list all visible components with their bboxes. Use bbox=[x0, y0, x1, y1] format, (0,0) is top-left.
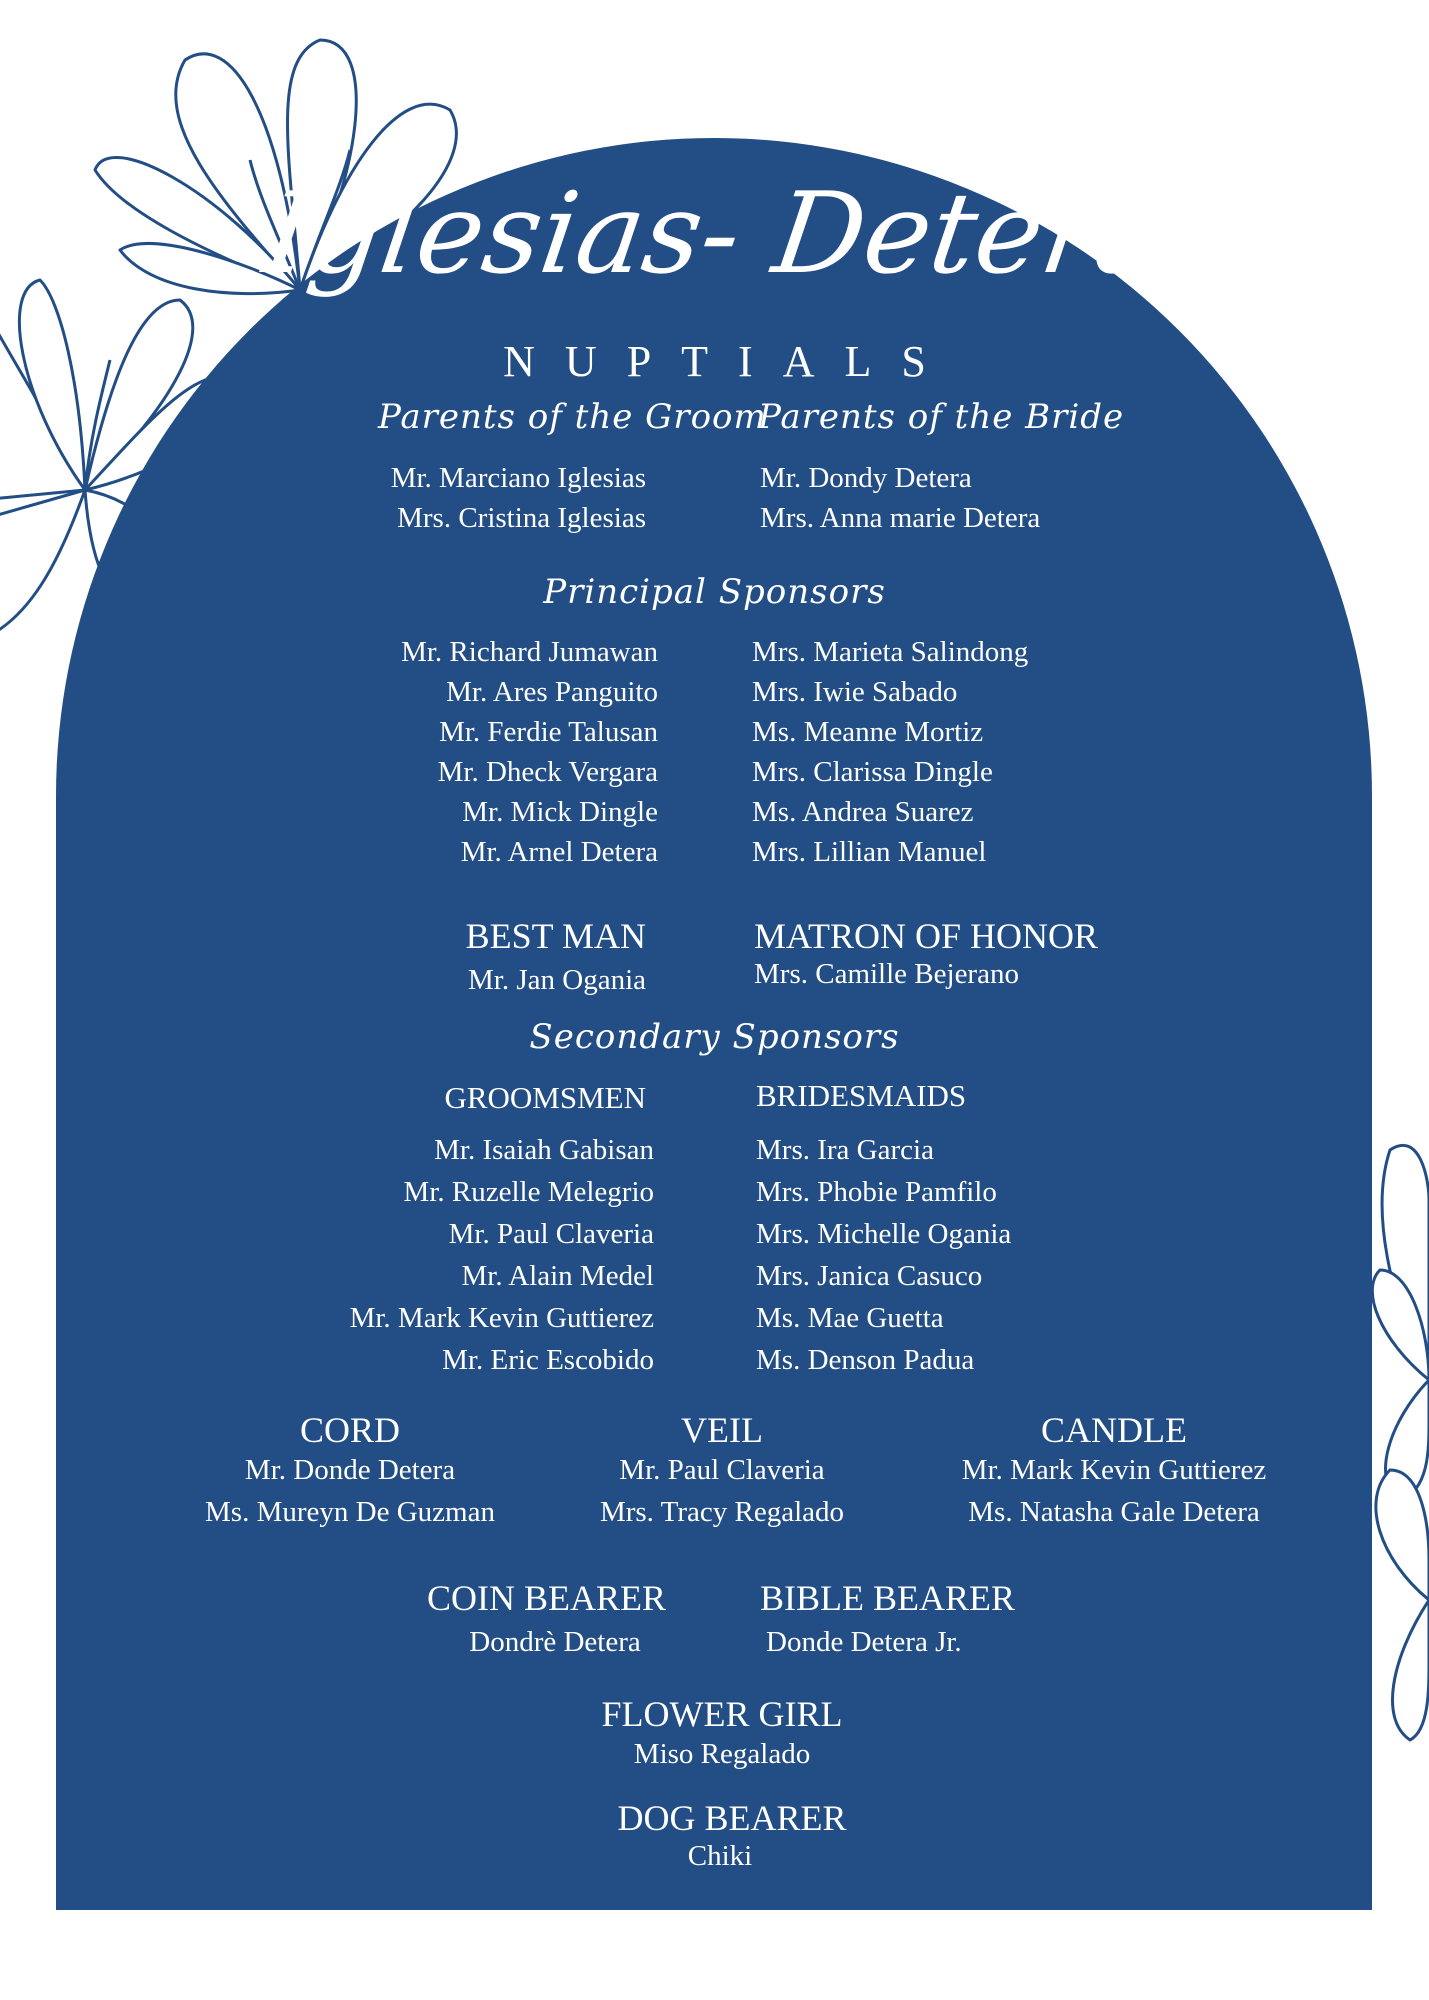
candle-label: CANDLE bbox=[1041, 1410, 1187, 1450]
bridesmaid-name: Mrs. Janica Casuco bbox=[756, 1260, 983, 1292]
page-subtitle: NUPTIALS bbox=[503, 337, 956, 386]
veil-name: Mrs. Tracy Regalado bbox=[599, 1496, 845, 1528]
groomsman-name: Mr. Eric Escobido bbox=[442, 1344, 654, 1376]
candle-name: Mr. Mark Kevin Guttierez bbox=[961, 1454, 1267, 1486]
groomsmen-list bbox=[300, 1134, 654, 1386]
principal-sponsors-left bbox=[330, 636, 658, 876]
bridesmaid-name: Mrs. Ira Garcia bbox=[756, 1134, 934, 1166]
veil-name: Mr. Paul Claveria bbox=[619, 1454, 825, 1486]
cord-label: CORD bbox=[299, 1410, 401, 1450]
principal-sponsors-heading: Principal Sponsors bbox=[543, 572, 886, 612]
bible-bearer-name: Donde Detera Jr. bbox=[766, 1626, 962, 1658]
dog-bearer-label: DOG BEARER bbox=[617, 1798, 847, 1838]
parents-bride-list bbox=[760, 462, 1040, 542]
parent-name: Mrs. Anna marie Detera bbox=[760, 502, 1041, 534]
parents-groom-list bbox=[340, 462, 646, 542]
sponsor-name: Mr. Richard Jumawan bbox=[401, 636, 658, 668]
matron-label: MATRON OF HONOR bbox=[754, 916, 1099, 956]
parent-name: Mr. Dondy Detera bbox=[760, 462, 972, 494]
best-man-label: BEST MAN bbox=[465, 916, 646, 956]
sponsor-name: Mrs. Clarissa Dingle bbox=[752, 756, 993, 788]
sponsor-name: Mr. Arnel Detera bbox=[460, 836, 658, 868]
coin-bearer-label: COIN BEARER bbox=[426, 1578, 666, 1618]
groomsman-name: Mr. Paul Claveria bbox=[448, 1218, 654, 1250]
bridesmaid-name: Mrs. Michelle Ogania bbox=[756, 1218, 1012, 1250]
dog-bearer-name: Chiki bbox=[687, 1840, 753, 1872]
bridesmaid-name: Mrs. Phobie Pamfilo bbox=[756, 1176, 997, 1208]
sponsor-name: Ms. Andrea Suarez bbox=[752, 796, 974, 828]
coin-bearer-name: Dondrè Detera bbox=[469, 1626, 641, 1658]
bridesmaids-label: BRIDESMAIDS bbox=[756, 1078, 967, 1113]
groomsmen-label: GROOMSMEN bbox=[444, 1080, 646, 1115]
sponsor-name: Mr. Ares Panguito bbox=[446, 676, 658, 708]
parent-name: Mr. Marciano Iglesias bbox=[390, 462, 646, 494]
best-man-name: Mr. Jan Ogania bbox=[468, 964, 646, 996]
groomsman-name: Mr. Ruzelle Melegrio bbox=[403, 1176, 654, 1208]
page-title: Iglesias- Detera bbox=[257, 169, 1172, 299]
parent-name: Mrs. Cristina Iglesias bbox=[397, 502, 646, 534]
bridesmaids-list bbox=[756, 1134, 1011, 1386]
cord-name: Ms. Mureyn De Guzman bbox=[205, 1496, 495, 1528]
matron-name: Mrs. Camille Bejerano bbox=[754, 958, 1019, 990]
flower-girl-label: FLOWER GIRL bbox=[601, 1694, 843, 1734]
sponsor-name: Mrs. Marieta Salindong bbox=[752, 636, 1029, 668]
groomsman-name: Mr. Alain Medel bbox=[461, 1260, 654, 1292]
principal-sponsors-right bbox=[752, 636, 1028, 876]
veil-label: VEIL bbox=[681, 1410, 763, 1450]
candle-name: Ms. Natasha Gale Detera bbox=[968, 1496, 1260, 1528]
parents-bride-heading: Parents of the Bride bbox=[758, 397, 1125, 437]
groomsman-name: Mr. Isaiah Gabisan bbox=[434, 1134, 654, 1166]
groomsman-name: Mr. Mark Kevin Guttierez bbox=[349, 1302, 654, 1334]
sponsor-name: Mr. Dheck Vergara bbox=[437, 756, 658, 788]
parents-groom-heading: Parents of the Groom bbox=[378, 397, 767, 437]
sponsor-name: Mrs. Lillian Manuel bbox=[752, 836, 987, 868]
bridesmaid-name: Ms. Denson Padua bbox=[756, 1344, 975, 1376]
cord-name: Mr. Donde Detera bbox=[244, 1454, 456, 1486]
bridesmaid-name: Ms. Mae Guetta bbox=[756, 1302, 944, 1334]
sponsor-name: Mr. Ferdie Talusan bbox=[439, 716, 658, 748]
secondary-sponsors-heading: Secondary Sponsors bbox=[529, 1017, 900, 1057]
sponsor-name: Mr. Mick Dingle bbox=[462, 796, 658, 828]
bible-bearer-label: BIBLE BEARER bbox=[760, 1578, 1016, 1618]
sponsor-name: Ms. Meanne Mortiz bbox=[752, 716, 984, 748]
flower-girl-name: Miso Regalado bbox=[633, 1738, 811, 1770]
sponsor-name: Mrs. Iwie Sabado bbox=[752, 676, 958, 708]
